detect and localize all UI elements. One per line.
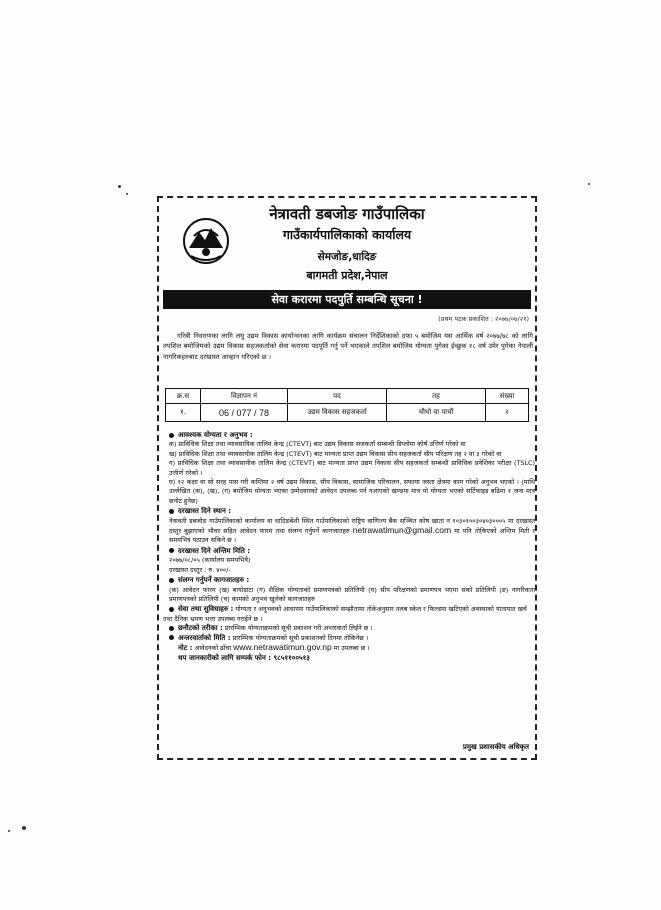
office-name: गाउँकार्यपालिकाको कार्यालय [282, 227, 412, 242]
contact-line: थप जानकारीको लागि सम्पर्क फोन : ९८५११००५१३ [178, 654, 310, 663]
section-heading: दरखास्त दिने स्थान : [163, 507, 535, 516]
notice-header [159, 198, 535, 293]
deadline-date: २०७७/०८/०५ (कार्यालय समयभित्रै) [169, 556, 251, 565]
scan-speck [8, 830, 10, 832]
qualification-item: ख) प्राविधिक शिक्षा तथा व्यावसायीक तालिम केन्द्र (CTEVT) बाट मान्यता प्राप्त उद्यम विकास सीप सहजकर्ता सीप परिक्षण तह २ वा ३ गरेको वा [169, 449, 502, 458]
vacancy-table [165, 388, 529, 422]
bullet-icon [169, 635, 174, 640]
bullet-icon [169, 433, 174, 438]
email-link[interactable]: netrawatimun@gmail.com [352, 525, 452, 536]
documents-text: (क) आवेदन फारम (ख) बायोडाटा (ग) शैक्षिक योग्यताको प्रमाणपत्रको प्रतिलिपी (घ) सीप परिक्षणको प्रमाणपत्र भएमा सको प्रतिलिपी (ङ) नागरिकता प्रमाणपत्रको प्रतिलिपी (च) कामको अनुभव खुलेको कागजातहरु [169, 585, 535, 603]
table-cell: उद्यम विकास सहजकर्ता [288, 404, 387, 422]
table-cell: २ [486, 404, 529, 422]
section-heading: आवश्यक योग्यता र अनुभव : [163, 431, 535, 440]
publication-date: (प्रथम पटक प्रकाशित : २०७७/०७/२१) [438, 315, 529, 323]
interview-section: अन्तरवार्ताको मिति : प्रारम्भिक योग्यताक्रमको सूची प्रकाशनको दिनमा तोकिनेछ । [163, 634, 535, 643]
intro-paragraph: गरिबी निवारणका लागि लघु उद्यम विकास कार्यान्वनका लागि कार्यक्रम संचालन निर्देशिकाको दफा ५ बमोजिम यस आर्थिक वर्ष २०७७/७८ को लागि तपशिल बमोजिमको उद्यम विकास सहजकर्ताको सेवा करारमा पदपूर्ति गर्नु पर्ने भएकाले तपशिल बमोजिम योग्यता पुगेका ईच्छुक १८ वर्ष उमेर पुगेका नेपाली नागरिकहरुबाट दरखास्त आव्हान गरिएको छ । [163, 331, 533, 361]
municipality-name: नेत्रावती डबजोङ गाउँपालिका [269, 205, 425, 223]
bullet-icon [169, 626, 174, 631]
bullet-icon [169, 607, 174, 612]
table-cell: १. [166, 404, 201, 422]
qualification-item: ग) प्राविधिक शिक्षा तथा व्यावसायीक तालिम केन्द्र (CTEVT) बाट मान्यता प्राप्त उद्यम विकास सीप सहजकर्ता सम्बन्धी प्राविधिक प्रवेशिका परीक्षा (TSLC) उत्तीर्ण गरेको । [169, 459, 535, 477]
table-row [166, 404, 529, 422]
selection-section: छनौटको तरीका : प्रारम्भिक योग्यताक्रमको सूची प्रकाशन गरी अन्तरवार्ता लिईने छ । [163, 624, 535, 633]
notice-box [157, 196, 537, 760]
notice-body [163, 430, 535, 664]
website-link[interactable]: www.netrawatimun.gov.np [233, 641, 332, 652]
signature-title: प्रमुख प्रशासकीय अधिकृत [462, 743, 529, 751]
section-heading: संलग्न गर्नुपर्ने कागजातहरु : [163, 576, 535, 585]
notice-banner: सेवा करारमा पदपुर्ति सम्बन्धि सूचना ! [163, 290, 531, 309]
bullet-icon [169, 578, 174, 583]
scan-speck [118, 185, 121, 188]
qualification-item: क) प्राविधिक शिक्षा तथा व्यावसायिक तालिम केन्द्र (CTEVT) बाट उद्यम विकास सजकर्ता सम्बन्धी डिप्लोमा कोर्ष उत्तिर्ण गरेको वा [169, 440, 466, 449]
column-header: तह [387, 389, 486, 404]
section-heading: दरखास्त दिने अन्तिम मिति : [163, 547, 535, 556]
note-section: नोट : आवेदनको ढाँचा www.netrawatimun.gov.np मा उपलब्ध छ । [178, 641, 370, 652]
column-header: विज्ञापन नं [201, 389, 288, 404]
column-header: पद [288, 389, 387, 404]
qualification-item: घ) १२ कक्षा वा सो सरह पास गरी कम्तिमा २ वर्ष उद्यम विकास, सीप विकास, सामाजिक परिचालन, सफाया जस्ता क्षेत्रमा काम गरेको अनुभव भएको । (माथि उल्लेखित (क), (ख), (ग) बमोजिम योग्यता भएका उम्मेदवारको आवेदन उपलब्ध पर्न नआएको खण्डमा मात्र यो योग्यता भएको सर्टिफाइड बढिमा १ जना मात्र छनोट हुनेछ) [169, 478, 535, 505]
office-location: सेमजोङ,धादिङ [317, 251, 377, 263]
column-header: क्र.स [166, 389, 201, 404]
application-fee: दरखास्त दस्तुर : रु. ४००/- [169, 565, 231, 574]
table-cell: 06 / 077 / 78 [201, 404, 288, 422]
column-header: संख्या [486, 389, 529, 404]
scan-speck [588, 183, 590, 185]
facilities-section: सेवा तथा सुविधाहरु : योग्यता र अनुभवको आधारमा गाउँपालिकाको सम्झौतामा तोकेअनुसार तलब स्केल र फिल्डमा खटिएको अवस्थाको यातायात खर्च तथा दैनिक भ्रमण भत्ता उपलब्ध गराईने छ । [163, 605, 527, 623]
bullet-icon [169, 509, 174, 514]
scan-speck [22, 826, 26, 830]
scan-speck [126, 193, 128, 195]
bullet-icon [169, 548, 174, 553]
submission-text: नेत्रावती डबजोङ गाउँपालिकाको कार्यालय वा धादिङबेंशी स्थित गाउँपालिकाको राष्ट्रिय वाणिज्य बैंक सञ्चित कोष खाता न १०३०१००३०४०३०००५ मा दरखास्त दस्तुर बुझाएको भौचर सहित आवेदन फारम तथा संलग्न गर्नुपर्ने कागजातहरु netrawatimun@gmail.com मा पनि तोकिएको अन्तिम मिती र समयभित्र पठाउन सकिने छ । [169, 516, 535, 545]
province-name: बागमती प्रदेश,नेपाल [306, 269, 388, 282]
table-header-row [166, 389, 529, 404]
table-cell: चौथो वा पाचौं [387, 404, 486, 422]
